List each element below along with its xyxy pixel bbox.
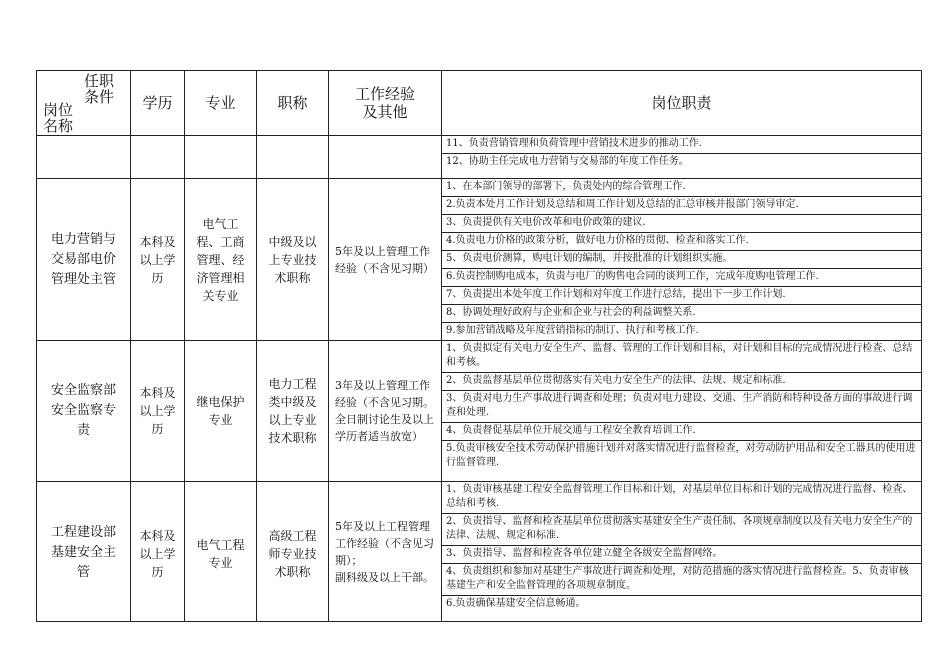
duties-cell: [442, 136, 922, 179]
header-education: 学历: [131, 71, 185, 136]
header-title: 职称: [257, 71, 329, 136]
header-corner: [37, 71, 131, 136]
table-row: [37, 136, 922, 179]
duties-cell: [442, 179, 922, 341]
table-row: [37, 179, 922, 341]
duty-item: 6.负责控制购电成本，负责与电厂的购售电合同的谈判工作，完成年度购电管理工作.: [442, 269, 921, 287]
header-row: [37, 71, 922, 136]
major-cell: 电气工程、工商管理、经济管理相关专业: [185, 179, 257, 341]
duty-item: 8、协调处理好政府与企业和企业与社会的利益调整关系.: [442, 305, 921, 323]
duty-item: 3、负责对电力生产事故进行调查和处理；负责对电力建设、交通、生产消防和特种设备方面的事故进行调查和处理.: [442, 391, 921, 423]
header-corner-top: 任职 条件: [83, 72, 114, 106]
duties-cell: [442, 341, 922, 482]
education-cell: 本科及以上学历: [131, 482, 185, 622]
job-requirements-table: [36, 70, 922, 622]
duty-item: 2.负责本处月工作计划及总结和周工作计划及总结的汇总审核并报部门领导审定.: [442, 197, 921, 215]
position-name: 电力营销与交易部电价管理处主管: [37, 179, 131, 341]
duty-item: 6.负责确保基建安全信息畅通。: [446, 598, 586, 609]
position-name: 工程建设部基建安全主管: [37, 482, 131, 622]
duty-item: 9.参加营销战略及年度营销指标的制订、执行和考核工作.: [446, 325, 699, 336]
experience-cell: 3年及以上管理工作经验（不含见习期。全日制讨论生及以上学历者适当放宽）: [329, 341, 442, 482]
position-name: [37, 136, 131, 179]
duties-cell: [442, 482, 922, 622]
experience-cell: 5年及以上工程管理工作经验（不含见习期）； 副科级及以上干部。: [329, 482, 442, 622]
education-cell: 本科及以上学历: [131, 179, 185, 341]
table-row: [37, 482, 922, 622]
duty-item: 1、负责审核基建工程安全监督管理工作目标和计划，对基层单位目标和计划的完成情况进行监督、检查、总结和考核.: [442, 482, 921, 514]
duty-item: 3、负责指导、监督和检查各单位建立健全各级安全监督网络。: [442, 546, 921, 564]
education-cell: 本科及以上学历: [131, 341, 185, 482]
title-cell: 中级及以上专业技术职称: [257, 179, 329, 341]
title-cell: [257, 136, 329, 179]
major-cell: 电气工程专业: [185, 482, 257, 622]
position-name: 安全监察部安全监察专责: [37, 341, 131, 482]
duty-item: 4.负责电力价格的政策分析，做好电力价格的贯彻、检查和落实工作.: [442, 233, 921, 251]
header-duties: 岗位职责: [442, 71, 922, 136]
duty-item: 11、负责营销管理和负荷管理中营销技术进步的推动工作.: [442, 136, 921, 154]
duty-item: 5、负责电价测算，购电计划的编制，并按批准的计划组织实施。: [442, 251, 921, 269]
header-corner-bottom: 岗位 名称: [43, 101, 74, 135]
duty-item: 4、负责督促基层单位开展交通与工程安全教育培训工作.: [442, 423, 921, 441]
major-cell: [185, 136, 257, 179]
duty-item: 1、在本部门领导的部署下，负责处内的综合管理工作.: [442, 179, 921, 197]
title-cell: 电力工程类中级及以上专业技术职称: [257, 341, 329, 482]
table-row: [37, 341, 922, 482]
duty-item: 1、负责拟定有关电力安全生产、监督、管理的工作计划和目标，对计划和目标的完成情况进行检查、总结和考核。: [442, 341, 921, 373]
duty-item: 7、负责提出本处年度工作计划和对年度工作进行总结，提出下一步工作计划.: [442, 287, 921, 305]
title-cell: 高级工程师专业技术职称: [257, 482, 329, 622]
duty-item: 12、协助主任完成电力营销与交易部的年度工作任务。: [446, 156, 689, 167]
header-experience: 工作经验 及其他: [329, 71, 442, 136]
header-major: 专业: [185, 71, 257, 136]
experience-cell: 5年及以上管理工作经验（不含见习期）: [329, 179, 442, 341]
duty-item: 4、负责组织和参加对基建生产事故进行调查和处理，对防范措施的落实情况进行监督检查。5、负责审核基建生产和安全监督管理的各项规章制度。: [442, 564, 921, 596]
duty-item: 5.负责审核安全技术劳动保护措施计划并对落实情况进行监督检查，对劳动防护用品和安全工器具的使用进行监督管理.: [446, 443, 916, 468]
major-cell: 继电保护专业: [185, 341, 257, 482]
education-cell: [131, 136, 185, 179]
experience-cell: [329, 136, 442, 179]
duty-item: 3、负责提供有关电价改革和电价政策的建议.: [442, 215, 921, 233]
duty-item: 2、负责监督基层单位贯彻落实有关电力安全生产的法律、法规、规定和标准.: [442, 373, 921, 391]
duty-item: 2、负责指导、监督和检查基层单位贯彻落实基建安全生产责任制、各项规章制度以及有关电力安全生产的法律、法规、规定和标准.: [442, 514, 921, 546]
